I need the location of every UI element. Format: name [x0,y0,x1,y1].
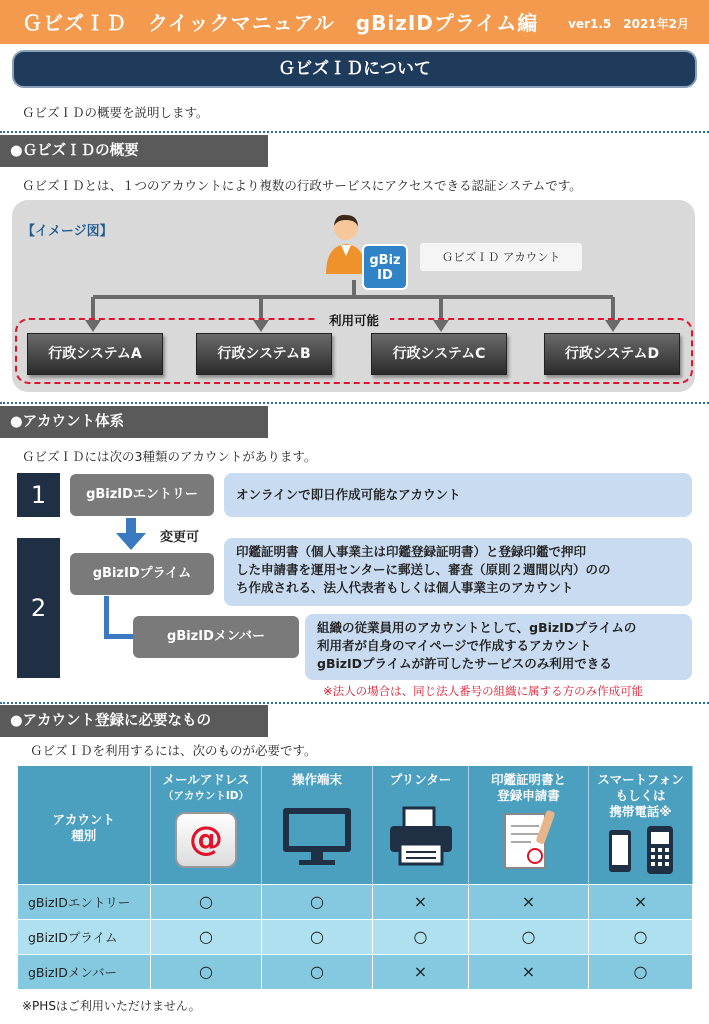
phs-footnote: ※PHSはご利用いただけません。 [22,999,201,1013]
header-label: 操作端末 [291,772,342,787]
printer-icon [386,806,456,868]
connector-line [104,596,109,638]
logo-text-top: gBiz [369,253,401,268]
table-cell: ○ [469,919,589,954]
table-cell: ○ [589,954,693,989]
system-b-button: 行政システムB [196,333,332,375]
accounts-text: ＧビズＩＤには次の3種類のアカウントがあります。 [22,449,317,464]
accounts-heading: ●アカウント体系 [0,406,268,438]
header-label: プリンター [389,772,452,787]
overview-text: ＧビズＩＤとは、１つのアカウントにより複数の行政サービスにアクセスできる認証システムです。 [22,178,582,193]
prime-pill: gBizIDプライム [70,553,214,595]
member-desc-line: 組織の従業員用のアカウントとして、gBizIDプライムの [317,620,637,635]
table-cell: ○ [262,919,373,954]
table-cell: ○ [262,954,373,989]
connector-line [104,634,134,639]
member-desc-line: 利用者が自身のマイページで作成するアカウント [317,638,592,653]
section-banner: ＧビズＩＤについて [12,50,697,88]
table-row [18,919,693,954]
phone-icon [603,824,679,876]
number-box-1: 1 [17,473,60,517]
table-cell: × [469,884,589,919]
monitor-icon [281,806,353,868]
header-label: スマートフォン [597,772,684,787]
requirements-text: ＧビズＩＤを利用するには、次のものが必要です。 [30,743,317,758]
header-label: メールアドレス [162,772,250,787]
table-cell: ○ [151,954,262,989]
row-name: gBizIDメンバー [18,954,151,989]
header-label: 携帯電話※ [609,804,672,819]
table-cell: × [469,954,589,989]
header-label: もしくは [615,788,666,803]
column-header-certificate [469,766,589,884]
header-label: 登録申請書 [497,788,560,803]
prime-desc-line: した申請書を運用センターに郵送し、審査（原則２週間以内）のの [236,562,611,577]
prime-desc-line: ち作成される、法人代表者もしくは個人事業主のアカウント [236,580,574,595]
column-header-phone [589,766,693,884]
table-cell: ○ [262,884,373,919]
corner-header [18,766,151,884]
column-header-printer [373,766,469,884]
table-cell: × [373,884,469,919]
image-label: 【イメージ図】 [22,224,113,239]
entry-pill: gBizIDエントリー [70,474,214,516]
system-d-button: 行政システムD [544,333,680,375]
entry-description: オンラインで即日作成可能なアカウント [224,473,692,517]
member-desc-line: gBizIDプライムが許可したサービスのみ利用できる [317,656,612,671]
corner-label: 種別 [71,827,97,843]
header-label: （アカウントID） [162,790,250,802]
account-tag: ＧビズＩＤ アカウント [420,243,582,271]
header-label: 印鑑証明書と [490,772,566,787]
prime-desc-line: 印鑑証明書（個人事業主は印鑑登録証明書）と登録印鑑で押印 [236,544,587,559]
column-header-device [262,766,373,884]
version-label: ver1.5 2021年2月 [568,17,689,31]
prime-description [224,538,692,606]
table-row [18,954,693,989]
member-description [305,614,692,680]
system-a-button: 行政システムA [27,333,163,375]
row-name: gBizIDプライム [18,919,151,954]
member-pill: gBizIDメンバー [133,616,299,658]
table-cell: ○ [589,919,693,954]
at-sign-icon [175,812,237,868]
logo-text-bottom: ID [377,268,393,283]
at-symbol: @ [189,819,223,859]
table-row [18,884,693,919]
intro-text: ＧビズＩＤの概要を説明します。 [22,105,209,120]
requirements-table [17,766,692,990]
corporation-note: ※法人の場合は、同じ法人番号の組織に属する方のみ作成可能 [323,684,644,698]
divider [0,702,709,704]
table-cell: ○ [151,884,262,919]
table-cell: ○ [151,919,262,954]
row-name: gBizIDエントリー [18,884,151,919]
table-cell: × [373,954,469,989]
change-possible-label: 変更可 [160,530,200,545]
down-arrow-icon [114,518,148,552]
table-cell: × [589,884,693,919]
overview-heading: ●ＧビズＩＤの概要 [0,135,268,167]
column-header-email [151,766,262,884]
number-box-2: 2 [17,538,60,678]
corner-label: アカウント [52,811,115,827]
table-cell: ○ [373,919,469,954]
system-c-button: 行政システムC [371,333,507,375]
manual-title: ＧビズＩＤ クイックマニュアル gBizIDプライム編 [22,11,539,35]
usable-label: 利用可能 [318,311,390,329]
divider [0,402,709,404]
requirements-heading: ●アカウント登録に必要なもの [0,705,268,737]
certificate-icon [501,808,557,872]
